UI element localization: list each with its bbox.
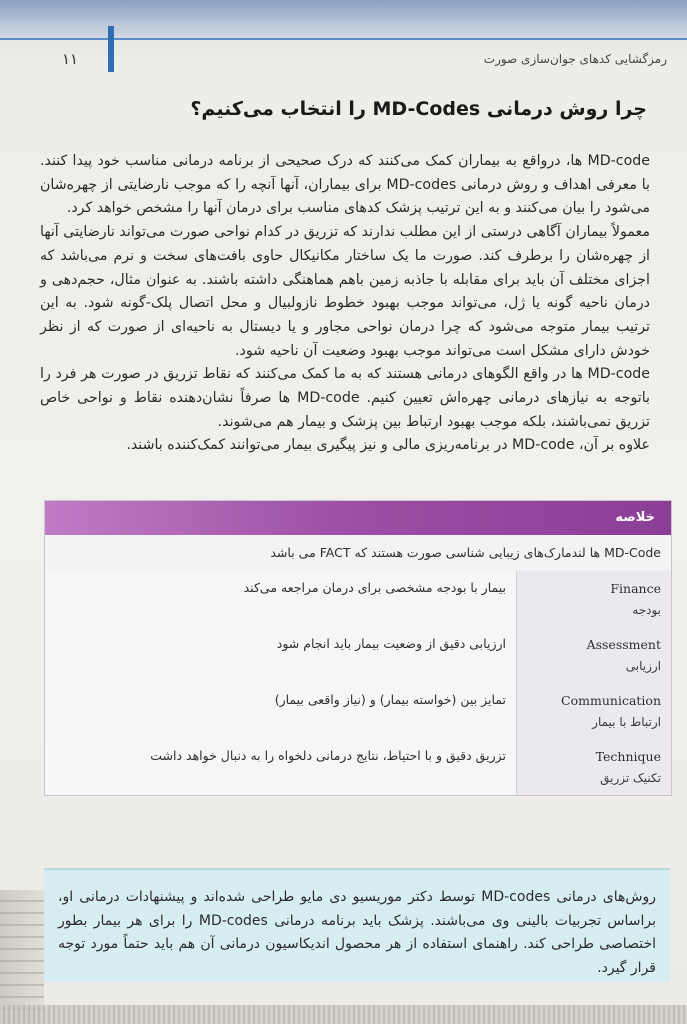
table-row	[45, 627, 671, 684]
paragraph: MD-code ها، درواقع به بیماران کمک می‌کنند که درک صحیحی از برنامه درمانی مناسب خود پیدا کنند. با معرفی اهداف و روش درمانی MD-codes برای بیماران، آنها آنچه را که موجب نارضایتی از چهره‌شان می‌شود را بیان می‌کنند و به این ترتیب پزشک کدهای مناسب برای درمان آنها را مشخص خواهد کرد.	[40, 153, 650, 217]
term-english: Finance	[610, 581, 661, 596]
running-header-title: رمزگشایی کدهای جوان‌سازی صورت	[483, 52, 667, 66]
section-title: چرا روش درمانی MD-Codes را انتخاب می‌کنیم؟	[190, 98, 647, 120]
header-rule	[0, 38, 687, 40]
term-cell	[516, 571, 671, 627]
summary-table	[44, 500, 672, 796]
page-number: ۱۱	[62, 50, 79, 68]
page-edge-stack	[0, 890, 44, 1024]
term-persian: بودجه	[632, 603, 661, 617]
row-description: تمایز بین (خواسته بیمار) و (نیاز واقعی بیمار)	[274, 692, 506, 707]
term-persian: ارتباط با بیمار	[592, 715, 661, 729]
note-text: روش‌های درمانی MD-codes توسط دکتر موریسیو دی مایو طراحی شده‌اند و پیشنهادات درمانی او، براساس تجربیات بالینی وی می‌باشند. پزشک باید برنامه درمانی MD-codes را برای هر بیمار بطور اختصاصی طراحی کند. راهنمای استفاده از هر محصول اندیکاسیون درمانی آن هم باید حتماً مورد توجه قرار گیرد.	[58, 889, 657, 976]
table-row	[45, 739, 671, 795]
paragraph: علاوه بر آن، MD-code در برنامه‌ریزی مالی و نیز پیگیری بیمار می‌توانند کمک‌کننده باشند.	[126, 437, 650, 454]
page-bottom-edge	[0, 1005, 687, 1024]
summary-subtitle-row	[45, 535, 671, 572]
term-english: Technique	[595, 749, 661, 764]
term-english: Assessment	[586, 637, 661, 652]
description-cell	[45, 683, 516, 739]
term-persian: تکنیک تزریق	[600, 771, 661, 785]
term-english: Communication	[561, 693, 661, 708]
body-text	[40, 150, 650, 458]
term-cell	[516, 739, 671, 795]
row-description: بیمار با بودجه مشخصی برای درمان مراجعه می‌کند	[243, 580, 506, 595]
description-cell	[45, 739, 516, 795]
summary-subtitle: MD-Code ها لندمارک‌های زیبایی شناسی صورت هستند که FACT می باشد	[270, 545, 661, 560]
paragraph: معمولاً بیماران آگاهی درستی از این مطلب ندارند که تزریق در کدام نواحی صورت می‌تواند نارضایتی آنها از چهره‌شان را برطرف کند. صورت ما یک ساختار مکانیکال حاوی بافت‌های سخت و نرم می‌باشد که اجزای مختلف آن باید برای مقابله با جاذبه زمین باهم هماهنگی داشته باشند. به عنوان مثال، حجم‌دهی و درمان ناحیه گونه یا ژل، می‌تواند موجب بهبود خطوط نازولبیال و محل اتصال پلک-گونه شود. به این ترتیب بیمار متوجه می‌شود که چرا درمان نواحی مجاور و یا دیستال به ناحیه‌ای از صورت که از نظر خودش دارای مشکل است می‌تواند موجب بهبود وضعیت آن ناحیه شود.	[40, 224, 650, 359]
description-cell	[45, 627, 516, 683]
summary-header	[45, 501, 671, 535]
header-band	[0, 0, 687, 38]
header-tab-marker	[108, 26, 114, 72]
row-description: ارزیابی دقیق از وضعیت بیمار باید انجام شود	[276, 636, 506, 651]
table-row	[45, 571, 671, 628]
row-description: تزریق دقیق و با احتیاط، نتایج درمانی دلخواه را به دنبال خواهد داشت	[150, 748, 506, 763]
term-cell	[516, 683, 671, 739]
note-box	[44, 868, 670, 982]
table-row	[45, 683, 671, 740]
description-cell	[45, 571, 516, 627]
term-cell	[516, 627, 671, 683]
summary-title: خلاصه	[615, 510, 655, 525]
term-persian: ارزیابی	[625, 659, 661, 673]
paragraph: MD-code ها در واقع الگوهای درمانی هستند که به ما کمک می‌کنند که نقاط تزریق در صورت هر فرد را باتوجه به نیازهای درمانی چهره‌اش تعیین کنیم. MD-code ها صرفاً نشان‌دهنده نقاط و نواحی خاص تزریق نمی‌باشند، بلکه موجب بهبود ارتباط بین پزشک و بیمار هم می‌شوند.	[40, 366, 650, 430]
